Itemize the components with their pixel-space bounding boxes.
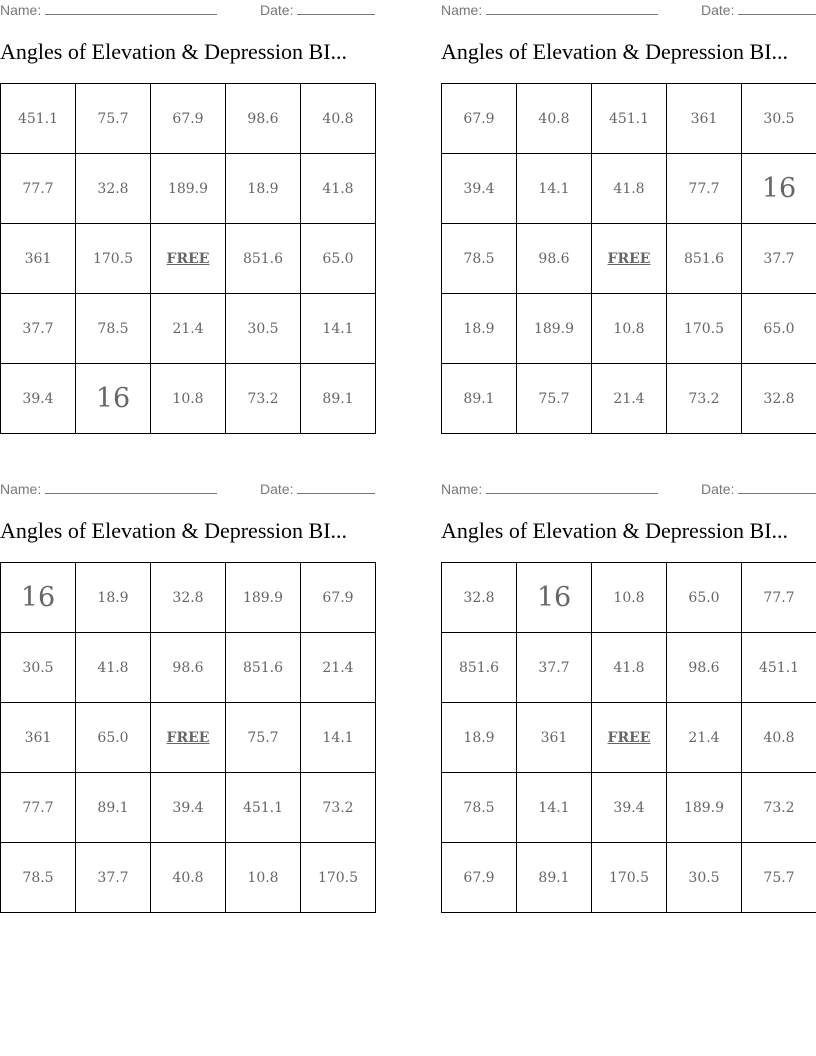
grid-cell: 65.0 [76, 703, 151, 773]
grid-cell: 30.5 [742, 84, 816, 154]
grid-cell: 73.2 [742, 773, 816, 843]
grid-cell: 65.0 [301, 224, 376, 294]
date-field [260, 2, 375, 18]
grid-cell: 14.1 [517, 154, 592, 224]
grid-cell: 67.9 [442, 84, 517, 154]
grid-cell: 65.0 [742, 294, 816, 364]
card-header [0, 0, 376, 22]
grid-cell: 41.8 [592, 633, 667, 703]
grid-row [1, 703, 376, 773]
card-header [0, 479, 376, 501]
grid-cell: 451.1 [742, 633, 816, 703]
grid-cell: 21.4 [151, 294, 226, 364]
grid-cell: 41.8 [592, 154, 667, 224]
grid-cell: 40.8 [151, 843, 226, 913]
grid-cell: 451.1 [592, 84, 667, 154]
grid-cell: 851.6 [442, 633, 517, 703]
grid-cell: 10.8 [226, 843, 301, 913]
grid-cell: 65.0 [667, 563, 742, 633]
bingo-card-2 [441, 0, 816, 407]
grid-cell: 10.8 [592, 563, 667, 633]
grid-row [442, 294, 816, 364]
grid-cell: 170.5 [301, 843, 376, 913]
grid-cell: 67.9 [151, 84, 226, 154]
grid-cell: 75.7 [742, 843, 816, 913]
grid-cell: 189.9 [517, 294, 592, 364]
name-field [0, 2, 217, 18]
bingo-grid [441, 562, 816, 913]
grid-cell: 16 [1, 563, 76, 633]
bingo-card-3 [0, 479, 376, 886]
grid-cell: 78.5 [442, 773, 517, 843]
grid-row [1, 84, 376, 154]
grid-cell: 73.2 [667, 364, 742, 434]
date-field [701, 481, 816, 497]
grid-cell: 40.8 [301, 84, 376, 154]
grid-cell: 37.7 [1, 294, 76, 364]
bingo-grid [0, 562, 376, 913]
grid-cell: 39.4 [592, 773, 667, 843]
grid-cell: 16 [76, 364, 151, 434]
grid-cell: 75.7 [76, 84, 151, 154]
grid-cell: 18.9 [226, 154, 301, 224]
grid-cell: 18.9 [76, 563, 151, 633]
card-title: Angles of Elevation & Depression BI... [441, 518, 789, 543]
grid-cell: 77.7 [1, 154, 76, 224]
free-space-cell: FREE [592, 703, 667, 773]
grid-cell: 41.8 [76, 633, 151, 703]
grid-row [1, 633, 376, 703]
grid-cell: 851.6 [667, 224, 742, 294]
name-field [441, 481, 658, 497]
grid-cell: 98.6 [226, 84, 301, 154]
grid-cell: 30.5 [1, 633, 76, 703]
grid-cell: 77.7 [667, 154, 742, 224]
grid-cell: 41.8 [301, 154, 376, 224]
name-label: Name: [0, 481, 42, 497]
grid-cell: 189.9 [667, 773, 742, 843]
grid-cell: 89.1 [76, 773, 151, 843]
name-field [441, 2, 658, 18]
date-label: Date: [260, 2, 294, 18]
grid-cell: 170.5 [592, 843, 667, 913]
grid-cell: 77.7 [1, 773, 76, 843]
grid-cell: 361 [517, 703, 592, 773]
name-blank-line[interactable] [45, 481, 217, 494]
grid-row [442, 154, 816, 224]
grid-cell: 189.9 [151, 154, 226, 224]
grid-cell: 18.9 [442, 294, 517, 364]
name-label: Name: [441, 481, 483, 497]
grid-cell: 170.5 [76, 224, 151, 294]
grid-cell: 16 [517, 563, 592, 633]
grid-cell: 18.9 [442, 703, 517, 773]
grid-cell: 67.9 [301, 563, 376, 633]
grid-cell: 39.4 [151, 773, 226, 843]
grid-cell: 78.5 [1, 843, 76, 913]
grid-cell: 89.1 [517, 843, 592, 913]
grid-cell: 32.8 [442, 563, 517, 633]
card-header [441, 479, 816, 501]
bingo-grid [441, 83, 816, 434]
grid-cell: 78.5 [76, 294, 151, 364]
grid-cell: 21.4 [592, 364, 667, 434]
date-blank-line[interactable] [297, 481, 375, 494]
grid-row [1, 294, 376, 364]
card-title: Angles of Elevation & Depression BI... [0, 39, 348, 64]
grid-cell: 30.5 [667, 843, 742, 913]
grid-cell: 14.1 [301, 703, 376, 773]
card-title: Angles of Elevation & Depression BI... [441, 39, 789, 64]
name-blank-line[interactable] [486, 481, 658, 494]
grid-cell: 32.8 [151, 563, 226, 633]
grid-cell: 40.8 [742, 703, 816, 773]
grid-cell: 67.9 [442, 843, 517, 913]
grid-row [1, 773, 376, 843]
name-label: Name: [441, 2, 483, 18]
grid-cell: 361 [667, 84, 742, 154]
bingo-card-1 [0, 0, 376, 414]
grid-cell: 170.5 [667, 294, 742, 364]
grid-cell: 37.7 [517, 633, 592, 703]
date-blank-line[interactable] [297, 2, 375, 15]
grid-row [442, 633, 816, 703]
bingo-card-4 [441, 479, 816, 886]
grid-cell: 37.7 [76, 843, 151, 913]
grid-cell: 30.5 [226, 294, 301, 364]
date-label: Date: [701, 2, 735, 18]
grid-row [442, 703, 816, 773]
grid-cell: 851.6 [226, 224, 301, 294]
grid-cell: 14.1 [517, 773, 592, 843]
grid-cell: 75.7 [517, 364, 592, 434]
bingo-grid [0, 83, 376, 434]
grid-row [442, 364, 816, 434]
grid-cell: 451.1 [226, 773, 301, 843]
free-space-cell: FREE [151, 224, 226, 294]
grid-cell: 10.8 [151, 364, 226, 434]
grid-cell: 98.6 [667, 633, 742, 703]
date-blank-line[interactable] [738, 481, 816, 494]
grid-cell: 39.4 [1, 364, 76, 434]
grid-row [1, 843, 376, 913]
card-header [441, 0, 816, 22]
date-label: Date: [260, 481, 294, 497]
grid-row [442, 224, 816, 294]
grid-cell: 16 [742, 154, 816, 224]
grid-cell: 21.4 [667, 703, 742, 773]
date-label: Date: [701, 481, 735, 497]
grid-row [1, 563, 376, 633]
grid-cell: 78.5 [442, 224, 517, 294]
name-blank-line[interactable] [45, 2, 217, 15]
grid-cell: 851.6 [226, 633, 301, 703]
grid-cell: 89.1 [301, 364, 376, 434]
free-space-cell: FREE [592, 224, 667, 294]
grid-cell: 98.6 [517, 224, 592, 294]
grid-cell: 32.8 [742, 364, 816, 434]
grid-row [442, 773, 816, 843]
grid-row [1, 364, 376, 434]
grid-cell: 73.2 [301, 773, 376, 843]
grid-cell: 77.7 [742, 563, 816, 633]
grid-row [442, 843, 816, 913]
name-blank-line[interactable] [486, 2, 658, 15]
grid-cell: 32.8 [76, 154, 151, 224]
grid-row [442, 84, 816, 154]
grid-cell: 89.1 [442, 364, 517, 434]
grid-cell: 39.4 [442, 154, 517, 224]
name-label: Name: [0, 2, 42, 18]
date-field [701, 2, 816, 18]
date-field [260, 481, 375, 497]
name-field [0, 481, 217, 497]
grid-cell: 21.4 [301, 633, 376, 703]
grid-cell: 75.7 [226, 703, 301, 773]
card-title: Angles of Elevation & Depression BI... [0, 518, 348, 543]
grid-cell: 40.8 [517, 84, 592, 154]
grid-row [1, 154, 376, 224]
grid-cell: 73.2 [226, 364, 301, 434]
grid-row [1, 224, 376, 294]
grid-cell: 98.6 [151, 633, 226, 703]
grid-cell: 361 [1, 224, 76, 294]
grid-row [442, 563, 816, 633]
grid-cell: 451.1 [1, 84, 76, 154]
date-blank-line[interactable] [738, 2, 816, 15]
grid-cell: 189.9 [226, 563, 301, 633]
free-space-cell: FREE [151, 703, 226, 773]
grid-cell: 14.1 [301, 294, 376, 364]
grid-cell: 37.7 [742, 224, 816, 294]
grid-cell: 361 [1, 703, 76, 773]
grid-cell: 10.8 [592, 294, 667, 364]
